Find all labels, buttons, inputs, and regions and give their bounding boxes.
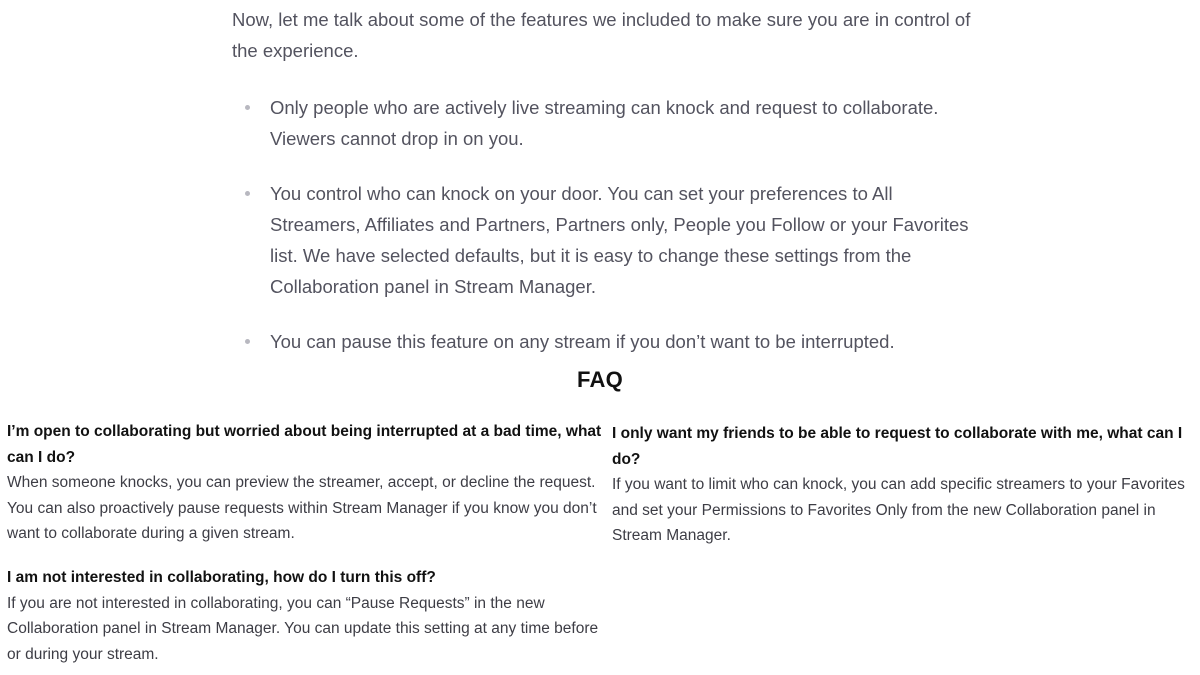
faq-question: I am not interested in collaborating, how do I turn this off? <box>7 569 436 586</box>
intro-paragraph: Now, let me talk about some of the features we included to make sure you are in control of the experience. <box>232 9 971 61</box>
faq-answer: When someone knocks, you can preview the streamer, accept, or decline the request. You can also proactively pause requests within Stream Manager if you know you don’t want to collaborate during a given stream. <box>7 474 597 542</box>
faq-item-friends-only <box>612 421 1196 549</box>
bullet-dot-icon <box>245 339 250 344</box>
faq-item-turn-off <box>7 565 605 667</box>
feature-text: You can pause this feature on any stream if you don’t want to be interrupted. <box>270 331 895 352</box>
bullet-dot-icon <box>245 191 250 196</box>
feature-text: You control who can knock on your door. You can set your preferences to All Streamers, Affiliates and Partners, Partners only, People you Follow or your Favorites list. We have selected defaults, but it is easy to change these settings from the Collaboration panel in Stream Manager. <box>270 183 969 297</box>
faq-heading: FAQ <box>576 367 624 392</box>
feature-list <box>242 92 982 357</box>
feature-text: Only people who are actively live streaming can knock and request to collaborate. Viewers cannot drop in on you. <box>270 97 939 149</box>
faq-question: I’m open to collaborating but worried about being interrupted at a bad time, what can I do? <box>7 423 602 466</box>
faq-answer: If you are not interested in collaborating, you can “Pause Requests” in the new Collaboration panel in Stream Manager. You can update this setting at any time before or during your stream. <box>7 594 599 663</box>
faq-answer: If you want to limit who can knock, you can add specific streamers to your Favorites and set your Permissions to Favorites Only from the new Collaboration panel in Stream Manager. <box>612 476 1185 544</box>
list-item <box>242 92 982 154</box>
features-section <box>232 4 992 352</box>
faq-item-interrupted <box>7 419 605 547</box>
faq-question: I only want my friends to be able to request to collaborate with me, what can I do? <box>612 425 1183 468</box>
list-item <box>242 178 982 302</box>
list-item <box>242 326 982 357</box>
bullet-dot-icon <box>245 105 250 110</box>
